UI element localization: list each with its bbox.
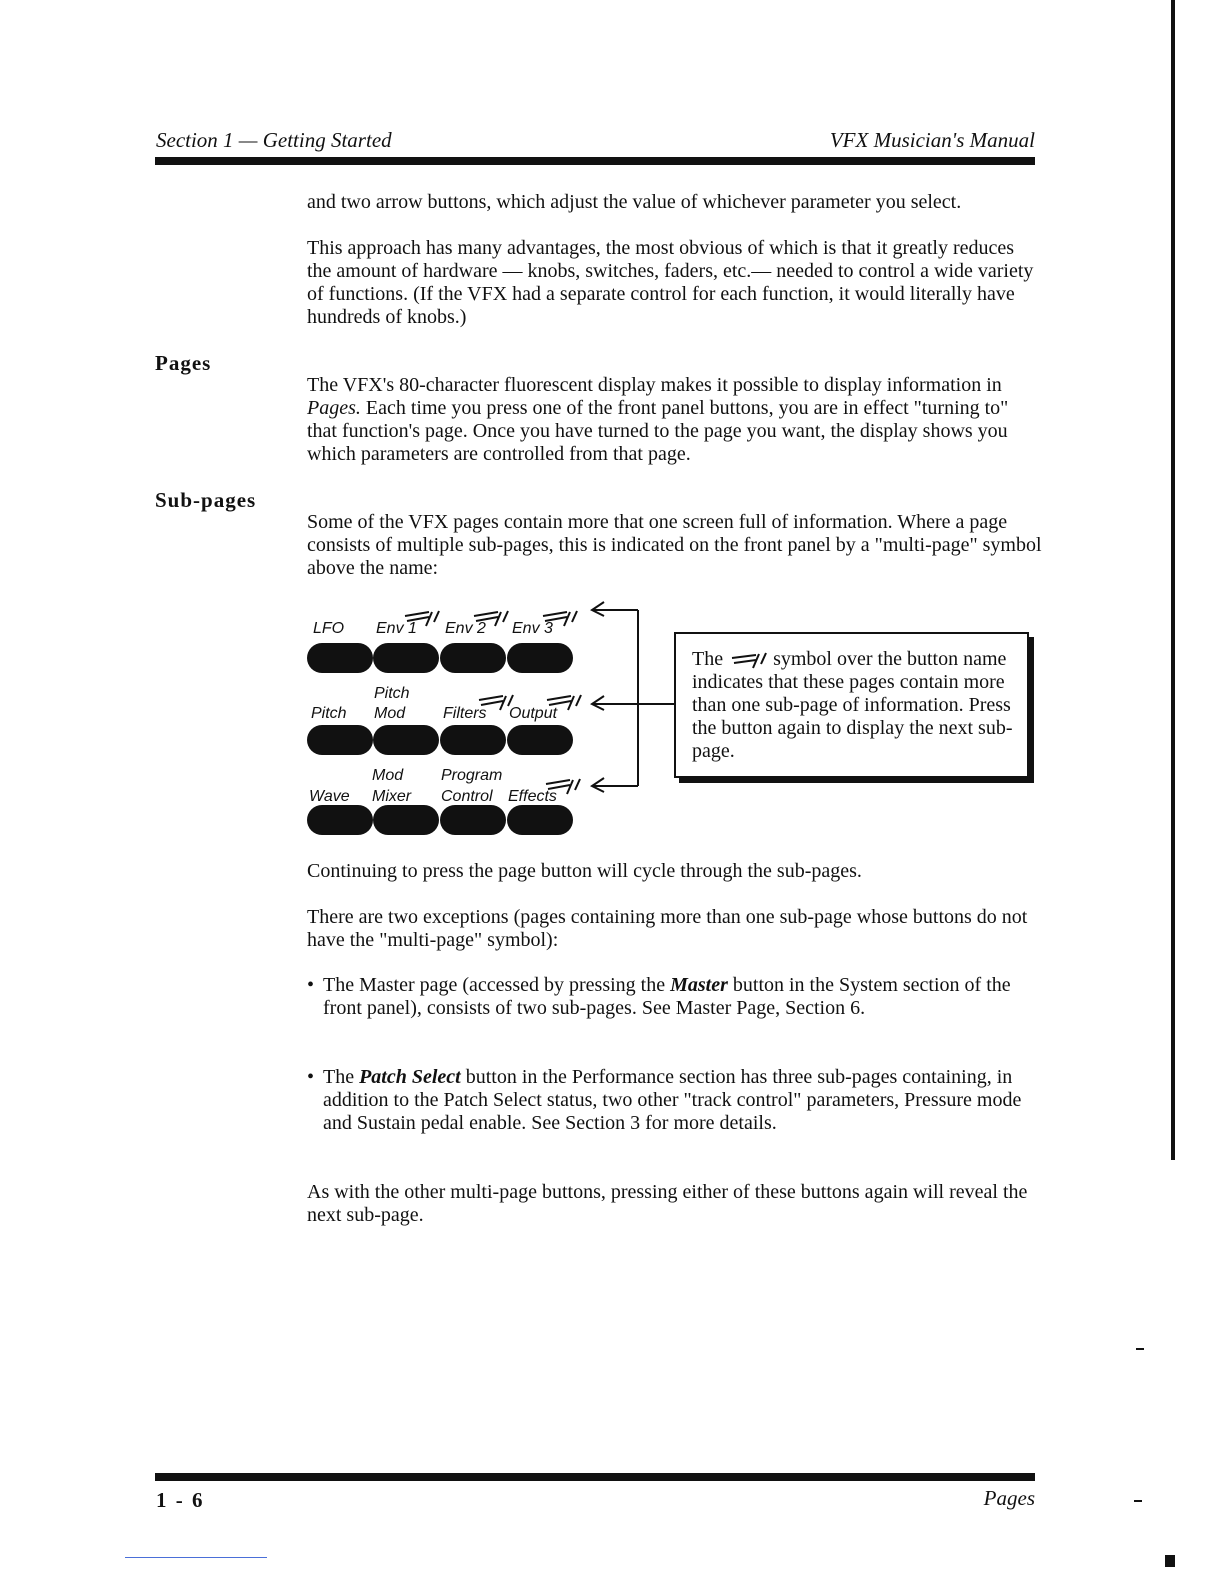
label-lfo: LFO: [313, 620, 345, 637]
label-env1: Env 1: [376, 620, 417, 637]
scan-mark: [1136, 1348, 1144, 1350]
callout-text: The symbol over the button name indicates that these pages contain more than one sub-page of information. Press the button again to display the next sub-page.: [692, 648, 1013, 762]
pitch-button[interactable]: [307, 725, 373, 755]
intro-paragraph-1: and two arrow buttons, which adjust the value of whichever parameter you select.: [307, 191, 962, 213]
header-manual-title: VFX Musician's Manual: [829, 128, 1035, 152]
bullet-dot: •: [307, 1066, 315, 1088]
label-env3: Env 3: [512, 620, 553, 637]
footer-rule: [155, 1473, 1035, 1481]
scan-mark: [1134, 1500, 1142, 1502]
multi-page-icon: [545, 690, 585, 712]
label-mod-mixer-bottom: Mixer: [372, 788, 412, 805]
cycle-paragraph: Continuing to press the page button will cycle through the sub-pages.: [307, 860, 862, 882]
output-button[interactable]: [507, 725, 573, 755]
scan-mark: [1165, 1555, 1175, 1567]
subpages-paragraph: Some of the VFX pages contain more that one screen full of information. Where a page consists of multiple sub-pages, this is indicated on the front panel by a "multi-page" symbol above the name:: [307, 511, 1042, 579]
pages-emphasis: Pages.: [307, 397, 361, 419]
program-control-button[interactable]: [440, 805, 506, 835]
filters-button[interactable]: [440, 725, 506, 755]
multi-page-icon: [403, 606, 443, 628]
patch-select-emphasis: Patch Select: [359, 1066, 461, 1088]
env3-button[interactable]: [507, 643, 573, 673]
label-pitch-mod-top: Pitch: [374, 685, 410, 702]
mod-mixer-button[interactable]: [373, 805, 439, 835]
multi-page-icon: [541, 606, 581, 628]
header-section-title: Section 1 — Getting Started: [156, 128, 392, 152]
page-number: 1 - 6: [156, 1488, 205, 1512]
scan-line: [125, 1557, 267, 1558]
label-pitch-mod-bottom: Mod: [374, 705, 406, 722]
lfo-button[interactable]: [307, 643, 373, 673]
label-program-control-top: Program: [441, 767, 503, 784]
bullet-master: • The Master page (accessed by pressing the Master button in the System section of the front panel), consists of two sub-pages. See Master Page, Section 6.: [307, 974, 1011, 1019]
bullet-dot: •: [307, 974, 315, 996]
label-wave: Wave: [309, 788, 350, 805]
multi-page-icon: [728, 650, 768, 670]
pages-heading: Pages: [155, 351, 212, 375]
env2-button[interactable]: [440, 643, 506, 673]
footer-section-title: Pages: [983, 1486, 1035, 1510]
multi-page-icon: [544, 774, 584, 796]
bullet-patch-select: • The Patch Select button in the Performance section has three sub-pages containing, in addition to the Patch Select status, two other "track control" parameters, Pressure mode and Sustain pedal enable. See Section 3 for more details.: [307, 1066, 1022, 1134]
intro-paragraph-2: This approach has many advantages, the most obvious of which is that it greatly reduces the amount of hardware — knobs, switches, faders, etc.— needed to control a wide variety of functions. (If the VFX had a separate control for each function, it would literally have hundreds of knobs.): [307, 237, 1034, 328]
label-filters: Filters: [443, 705, 487, 722]
label-env2: Env 2: [445, 620, 486, 637]
page-edge-bar: [1171, 0, 1175, 1160]
master-emphasis: Master: [670, 974, 728, 996]
closing-paragraph: As with the other multi-page buttons, pressing either of these buttons again will reveal the next sub-page.: [307, 1181, 1028, 1226]
effects-button[interactable]: [507, 805, 573, 835]
env1-button[interactable]: [373, 643, 439, 673]
label-program-control-bottom: Control: [441, 788, 493, 805]
label-output: Output: [509, 705, 558, 722]
pages-paragraph: The VFX's 80-character fluorescent display makes it possible to display information in Pages. Each time you press one of the front panel buttons, you are in effect "turning to" that function's page. Once you have turned to the page you want, the display shows you which parameters are controlled from that page.: [307, 374, 1009, 465]
label-pitch: Pitch: [311, 705, 347, 722]
header-rule: [155, 157, 1035, 165]
callout-box: [674, 632, 1029, 778]
multi-page-icon: [477, 690, 517, 712]
connector-arrows: [580, 598, 680, 798]
label-effects: Effects: [508, 788, 557, 805]
pitch-mod-button[interactable]: [373, 725, 439, 755]
subpages-heading: Sub-pages: [155, 488, 257, 512]
multi-page-icon: [472, 606, 512, 628]
exceptions-paragraph: There are two exceptions (pages containing more than one sub-page whose buttons do not have the "multi-page" symbol):: [307, 906, 1028, 951]
wave-button[interactable]: [307, 805, 373, 835]
label-mod-mixer-top: Mod: [372, 767, 404, 784]
